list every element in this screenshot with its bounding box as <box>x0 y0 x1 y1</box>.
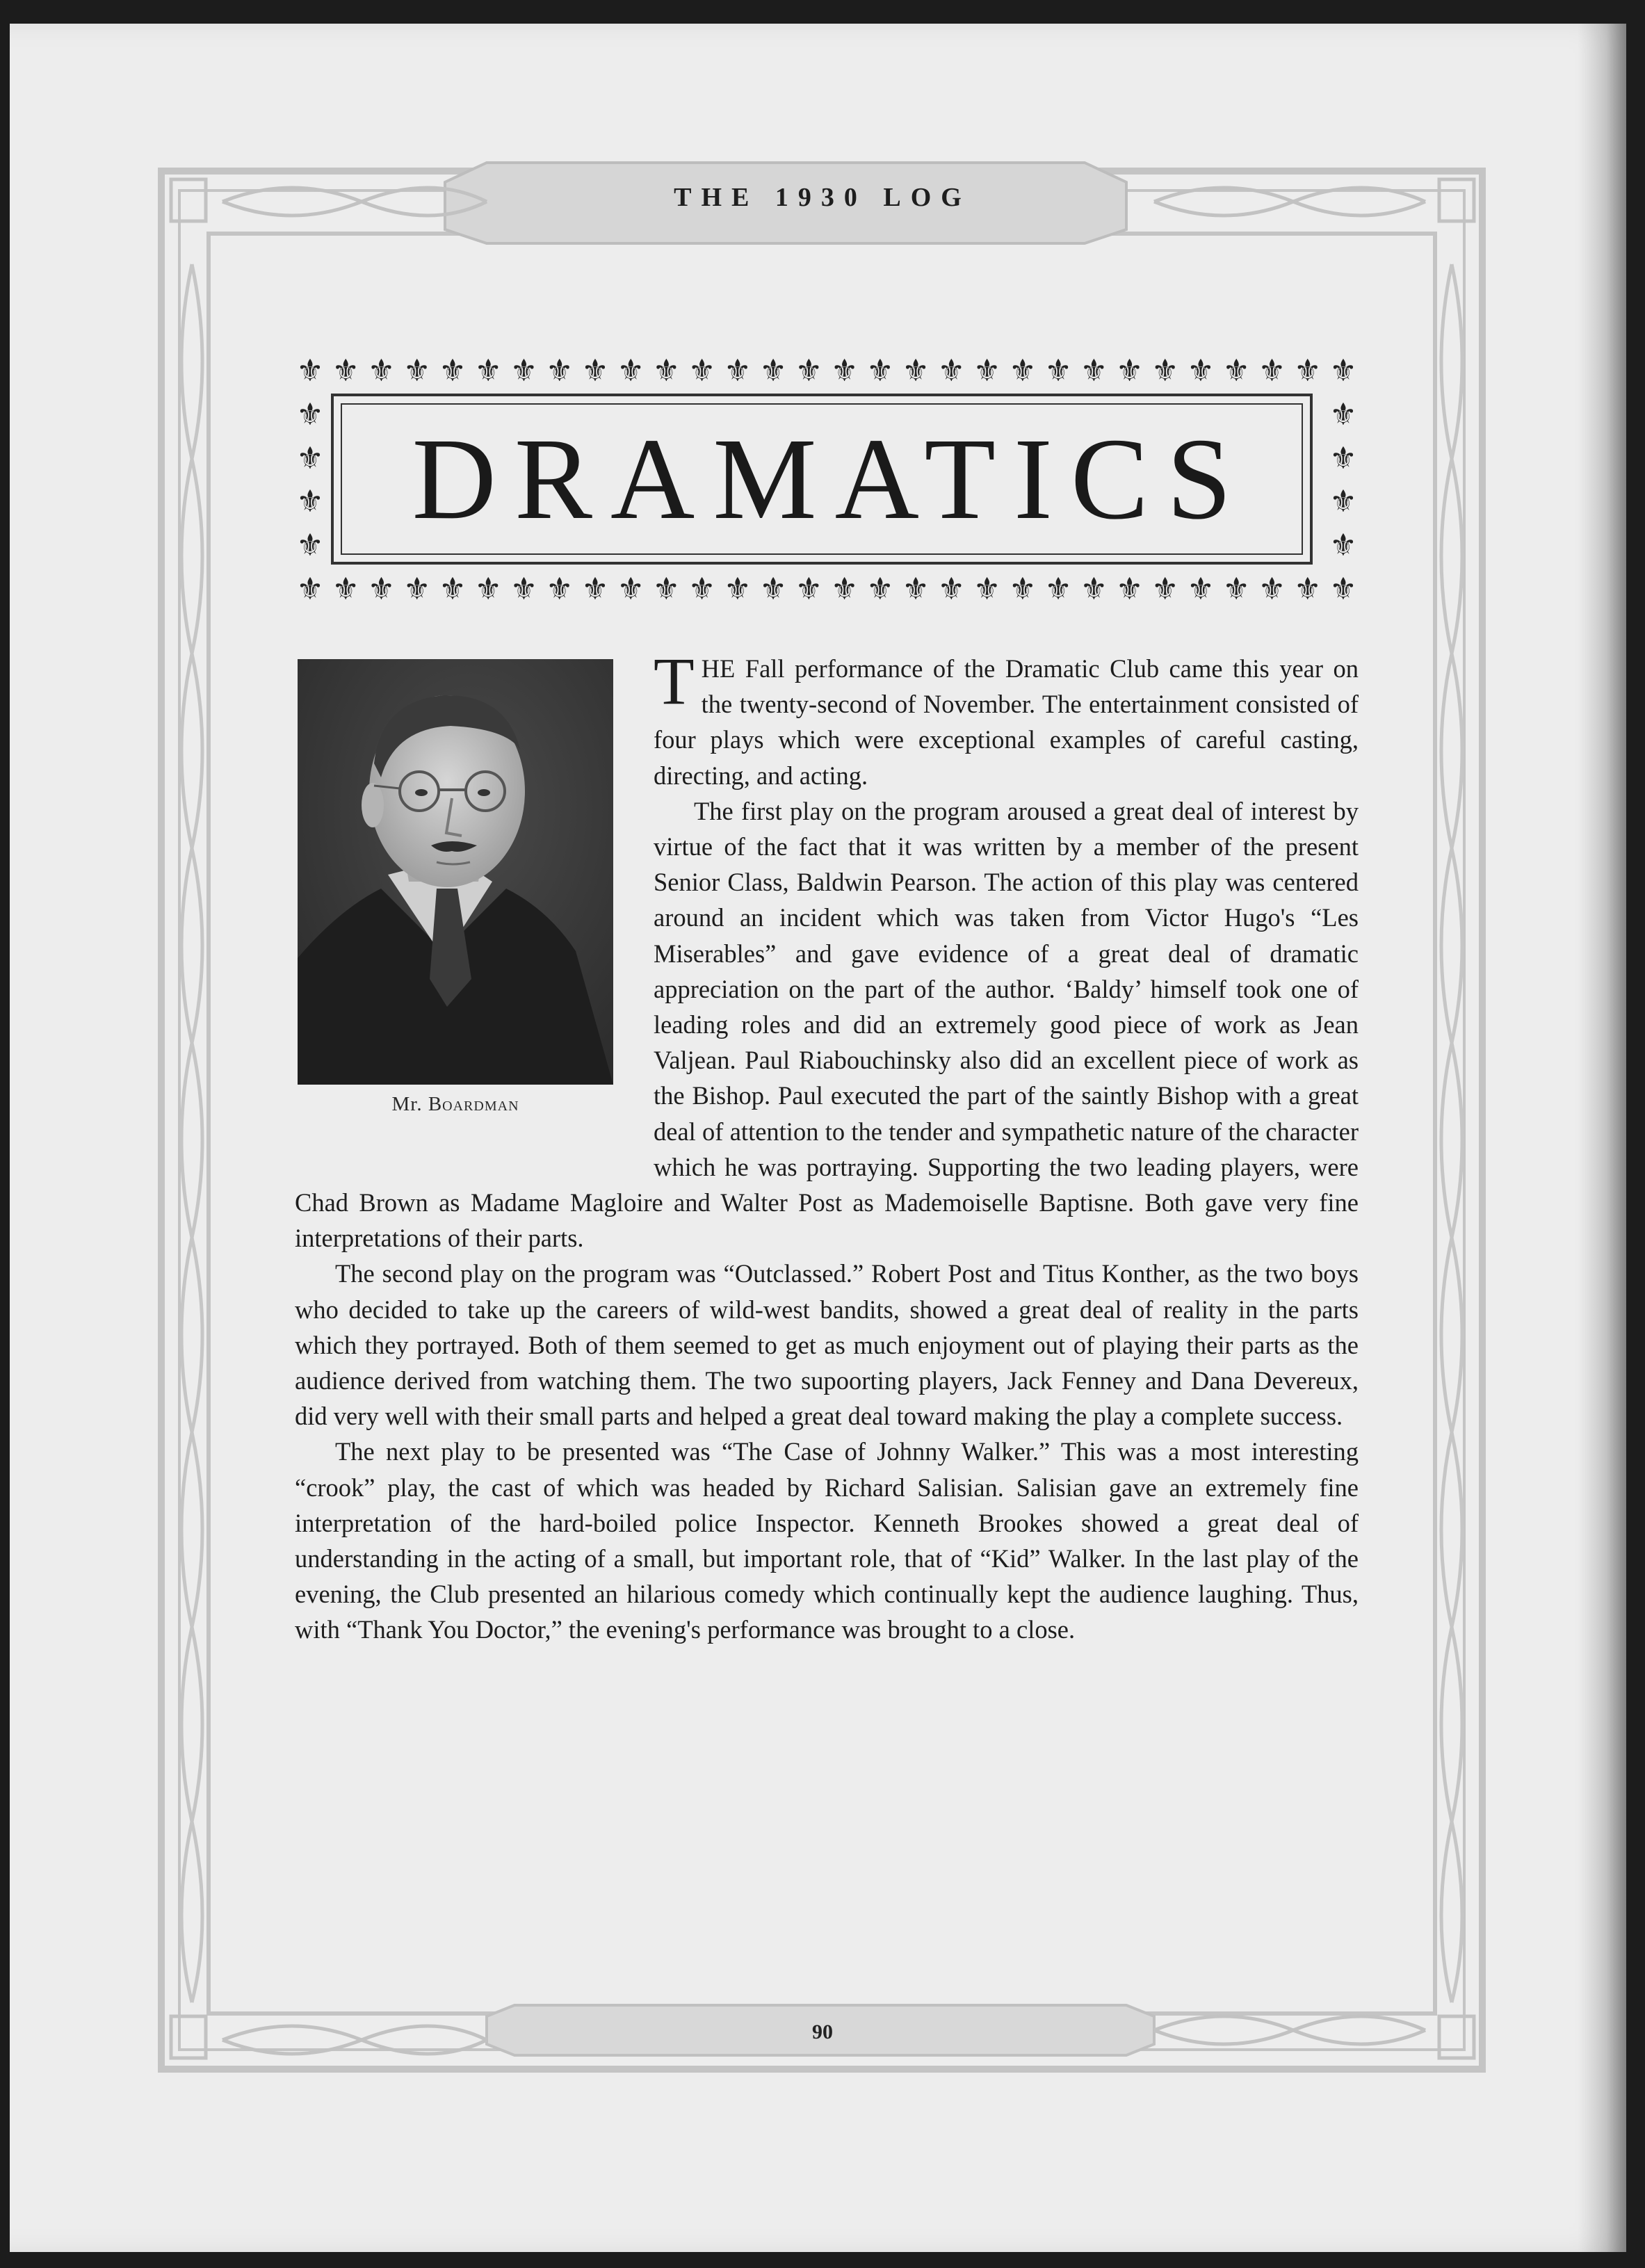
fleur-de-lis-icon: ⚜ <box>1329 528 1357 563</box>
fleur-de-lis-icon: ⚜ <box>296 572 324 606</box>
fleur-de-lis-icon: ⚜ <box>1044 572 1072 606</box>
fleur-de-lis-icon: ⚜ <box>1187 354 1215 388</box>
paragraph-2: The first play on the program aroused a great deal of interest by virtue of the fact that it was written by a member of the present Senior Class, Baldwin Pearson. The action of this play was centered around an incident which was taken from Victor Hugo's “Les Miserables” and gave evidence of a great deal of dramatic appreciation on the part of the author. ‘Baldy’ himself took one of leading roles and did an extremely good piece of work as Jean Valjean. Paul Riabouchinsky also did an excellent piece of work as the Bishop. Paul executed the part of the saintly Bishop with a great deal of attention to the tender and sympathetic nature of the character which he was portraying. Supporting the two leading players, were Chad Brown as Madame Magloire and Walter Post as Mademoiselle Baptisne. Both gave very fine interpretations of their parts. <box>295 796 1359 1253</box>
fleur-de-lis-icon: ⚜ <box>1115 354 1144 388</box>
drop-cap: T <box>654 644 695 718</box>
caption-prefix: Mr. <box>391 1093 423 1115</box>
fleur-de-lis-icon: ⚜ <box>1329 485 1357 519</box>
fleur-de-lis-icon: ⚜ <box>296 441 324 476</box>
fleur-de-lis-icon: ⚜ <box>688 572 716 606</box>
fleur-de-lis-icon: ⚜ <box>973 572 1001 606</box>
fleur-de-lis-icon: ⚜ <box>332 572 359 606</box>
fleur-de-lis-icon: ⚜ <box>617 354 645 388</box>
fleur-de-lis-icon: ⚜ <box>652 572 681 606</box>
article-body <box>295 644 1359 1648</box>
paragraph-1-text: HE Fall performance of the Dramatic Club came this year on the twenty-second of November. The entertainment consisted of four plays which were exceptional examples of careful casting, directing, and acting. <box>654 654 1359 790</box>
fleur-de-lis-icon: ⚜ <box>1187 572 1215 606</box>
fleur-de-lis-icon: ⚜ <box>617 572 645 606</box>
fleur-de-lis-icon: ⚜ <box>403 572 431 606</box>
fleur-de-lis-icon: ⚜ <box>1258 354 1286 388</box>
fleur-de-lis-icon: ⚜ <box>1294 572 1322 606</box>
fleur-de-lis-icon: ⚜ <box>724 572 752 606</box>
fleur-de-lis-icon: ⚜ <box>973 354 1001 388</box>
fleur-de-lis-icon: ⚜ <box>1080 572 1108 606</box>
fleur-de-lis-icon: ⚜ <box>759 572 787 606</box>
fleur-de-lis-icon: ⚜ <box>795 354 823 388</box>
fleur-de-lis-icon: ⚜ <box>866 572 894 606</box>
fleur-de-lis-icon: ⚜ <box>1115 572 1144 606</box>
caption-name: Boardman <box>428 1093 519 1115</box>
fleur-de-lis-icon: ⚜ <box>1222 572 1250 606</box>
fleur-de-lis-icon: ⚜ <box>724 354 752 388</box>
fleur-de-lis-icon: ⚜ <box>403 354 431 388</box>
fleur-de-lis-icon: ⚜ <box>1294 354 1322 388</box>
fleur-de-lis-icon: ⚜ <box>1222 354 1250 388</box>
fleur-de-lis-icon: ⚜ <box>581 572 609 606</box>
running-head: THE 1930 LOG <box>674 183 971 212</box>
fleur-de-lis-icon: ⚜ <box>439 572 467 606</box>
fleur-de-lis-icon: ⚜ <box>367 354 396 388</box>
fleur-de-lis-icon: ⚜ <box>1009 572 1037 606</box>
page-number: 90 <box>812 2020 833 2043</box>
fleur-de-lis-icon: ⚜ <box>332 354 359 388</box>
paragraph-3: The second play on the program was “Outclassed.” Robert Post and Titus Konther, as the two boys who decided to take up the careers of wild-west bandits, showed a great deal of reality in the parts which they portrayed. Both of them seemed to get as much enjoyment out of playing their parts as the audience derived from watching them. The two supoorting players, Jack Fenney and Dana Devereux, did very well with their small parts and helped a great deal toward making the play a complete success. <box>295 1259 1359 1431</box>
title-box <box>331 394 1313 565</box>
fleur-de-lis-icon: ⚜ <box>830 572 859 606</box>
fleur-de-lis-icon: ⚜ <box>474 572 502 606</box>
fleur-de-lis-icon: ⚜ <box>795 572 823 606</box>
fleur-de-lis-icon: ⚜ <box>296 397 324 432</box>
fleur-de-lis-icon: ⚜ <box>866 354 894 388</box>
fleur-de-lis-icon: ⚜ <box>759 354 787 388</box>
fleur-de-lis-icon: ⚜ <box>545 572 574 606</box>
fleur-de-lis-icon: ⚜ <box>1151 572 1179 606</box>
fleur-de-lis-icon: ⚜ <box>652 354 681 388</box>
fleur-de-lis-icon: ⚜ <box>510 572 538 606</box>
fleur-de-lis-icon: ⚜ <box>830 354 859 388</box>
fleur-de-lis-icon: ⚜ <box>296 354 324 388</box>
fleur-de-lis-icon: ⚜ <box>1258 572 1286 606</box>
fleur-de-lis-icon: ⚜ <box>1151 354 1179 388</box>
fleur-de-lis-icon: ⚜ <box>1329 572 1357 606</box>
fleur-de-lis-icon: ⚜ <box>937 354 966 388</box>
fleur-de-lis-icon: ⚜ <box>937 572 966 606</box>
fleur-de-lis-icon: ⚜ <box>296 528 324 563</box>
paragraph-4: The next play to be presented was “The Case of Johnny Walker.” This was a most interesting “crook” play, the cast of which was headed by Richard Salisian. Salisian gave an extremely fine interpretation of the hard-boiled police Inspector. Kenneth Brookes showed a great deal of understanding in the acting of a small, but important role, that of “Kid” Walker. In the last play of the evening, the Club presented an hilarious comedy which continually kept the audience laughing. Thus, with “Thank You Doctor,” the evening's performance was brought to a close. <box>295 1437 1359 1644</box>
fleur-de-lis-icon: ⚜ <box>1080 354 1108 388</box>
fleur-de-lis-icon: ⚜ <box>688 354 716 388</box>
fleur-de-lis-icon: ⚜ <box>545 354 574 388</box>
fleur-de-lis-icon: ⚜ <box>510 354 538 388</box>
fleur-de-lis-icon: ⚜ <box>1329 397 1357 432</box>
fleur-de-lis-icon: ⚜ <box>439 354 467 388</box>
page-title: DRAMATICS <box>412 414 1250 544</box>
fleur-de-lis-icon: ⚜ <box>1044 354 1072 388</box>
fleur-de-lis-icon: ⚜ <box>902 572 930 606</box>
fleur-de-lis-icon: ⚜ <box>474 354 502 388</box>
fleur-de-lis-icon: ⚜ <box>1329 354 1357 388</box>
fleur-de-lis-icon: ⚜ <box>296 485 324 519</box>
fleur-de-lis-icon: ⚜ <box>902 354 930 388</box>
fleur-de-lis-icon: ⚜ <box>367 572 396 606</box>
fleur-de-lis-icon: ⚜ <box>1009 354 1037 388</box>
fleur-de-lis-icon: ⚜ <box>1329 441 1357 476</box>
fleur-de-lis-icon: ⚜ <box>581 354 609 388</box>
title-ornament-frame <box>295 356 1359 605</box>
